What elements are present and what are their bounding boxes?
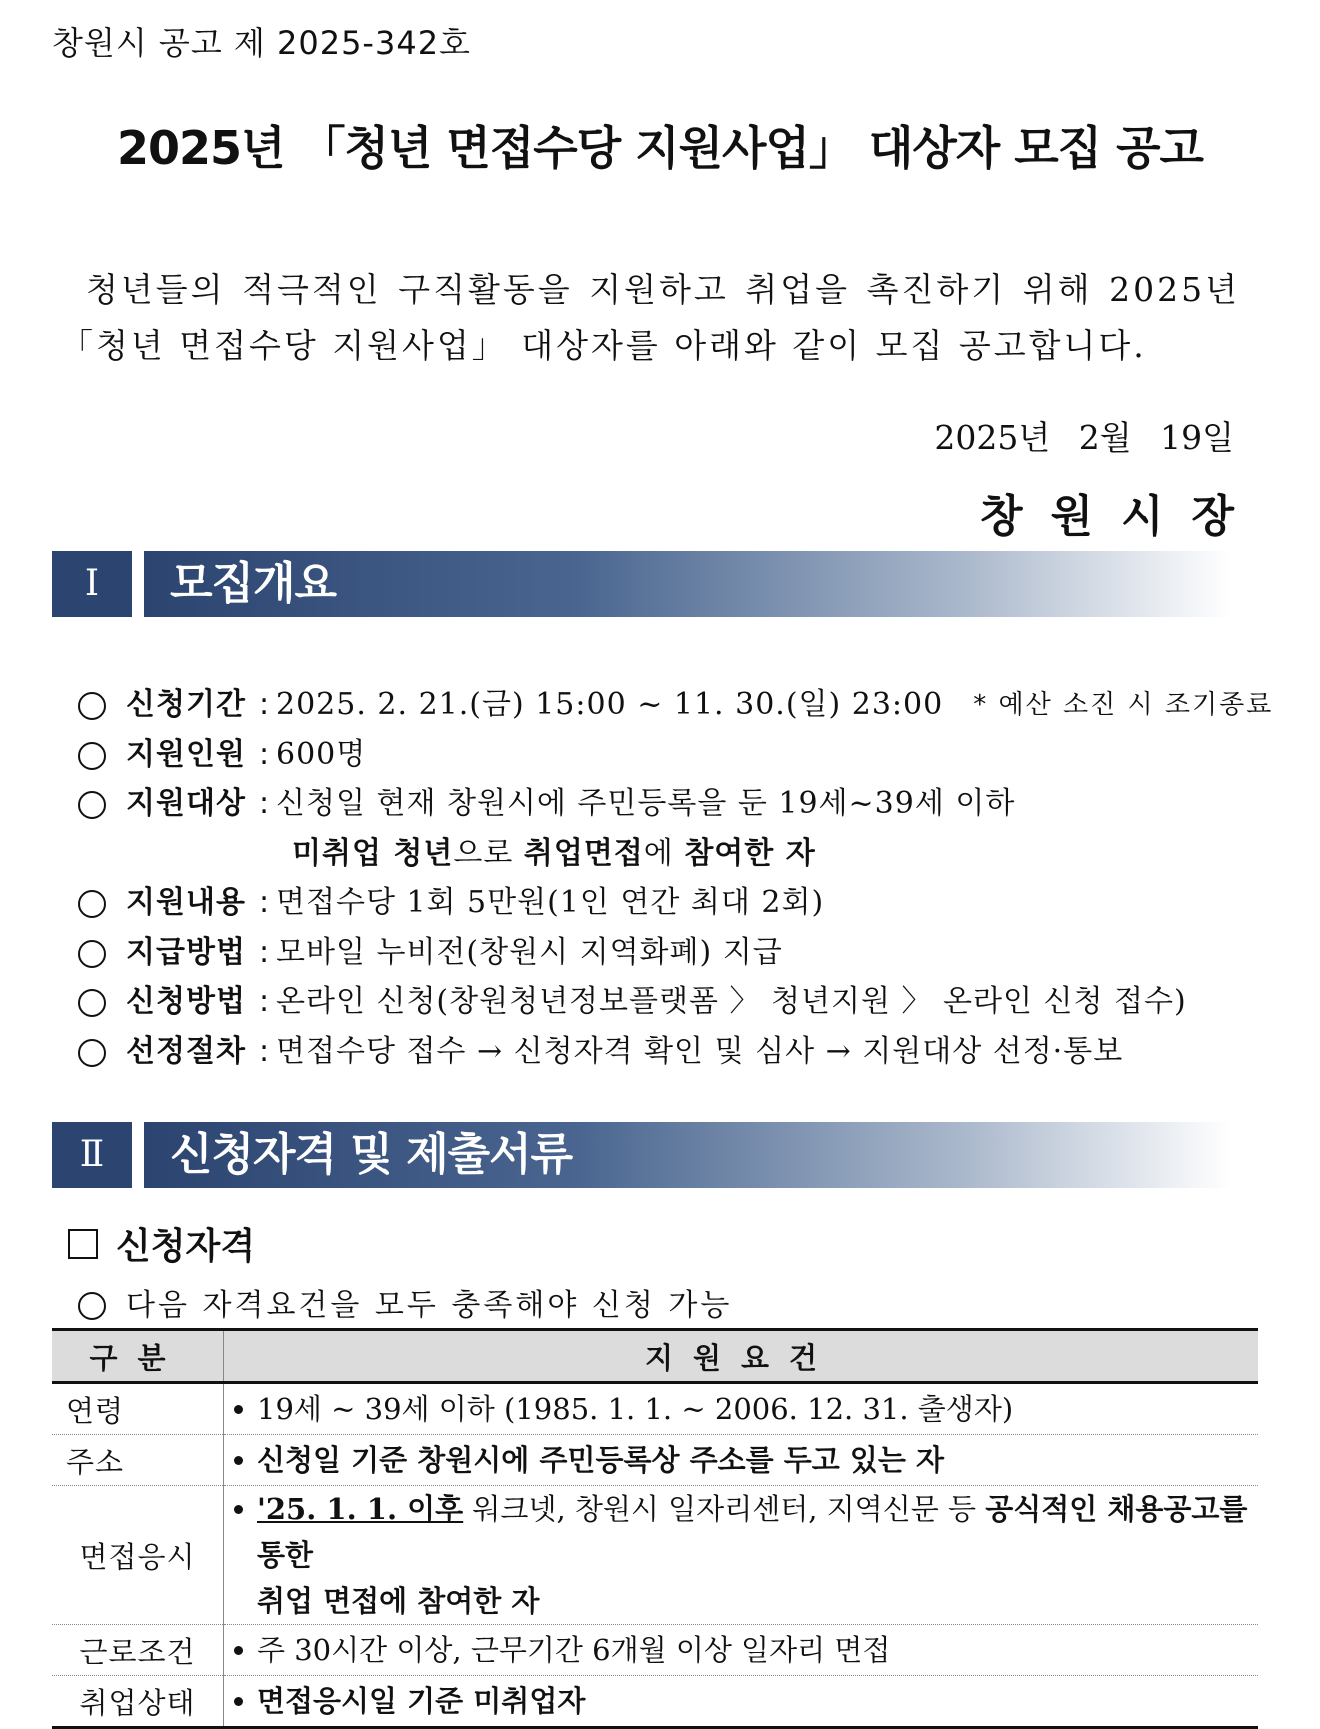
- overview-value: 신청일 현재 창원시에 주민등록을 둔 19세~39세 이하: [276, 786, 1016, 821]
- table-header-row: [52, 1330, 1258, 1383]
- intro-line-1: 청년들의 적극적인 구직활동을 지원하고 취업을 촉진하기 위해 2025년: [86, 270, 1240, 309]
- table-header-requirement: 지원요건: [224, 1330, 1259, 1383]
- subsection-note: [78, 1280, 732, 1324]
- section-2-number: Ⅱ: [52, 1122, 132, 1188]
- table-cell-category: 주소: [52, 1435, 224, 1486]
- overview-label: 지원내용: [126, 885, 246, 920]
- requirement-text: 면접응시일 기준 미취업자: [257, 1684, 586, 1718]
- overview-label: 지급방법: [126, 934, 246, 970]
- intro-paragraph: [60, 262, 1240, 374]
- table-header-category: 구분: [52, 1330, 224, 1383]
- table-row: [52, 1676, 1258, 1728]
- overview-label: 선정절차: [126, 1033, 246, 1069]
- colon: :: [258, 786, 270, 821]
- target-bold-3: 참여한 자: [684, 835, 816, 871]
- notice-number: 창원시 공고 제 2025-342호: [52, 24, 471, 62]
- table-cell-requirement: [224, 1676, 1259, 1728]
- circle-bullet-icon: [78, 742, 106, 770]
- table-row: [52, 1435, 1258, 1486]
- circle-bullet-icon: [78, 940, 106, 968]
- section-2-title: 신청자격 및 제출서류: [170, 1129, 573, 1180]
- overview-value: 모바일 누비전(창원시 지역화폐) 지급: [276, 934, 783, 970]
- notice-date: 2025년 2월 19일: [934, 418, 1234, 457]
- overview-value: 온라인 신청(창원청년정보플랫폼 〉 청년지원 〉 온라인 신청 접수): [276, 984, 1187, 1019]
- circle-bullet-icon: [78, 890, 106, 918]
- overview-item-period: [78, 685, 1273, 735]
- bullet-dot-icon: [234, 1505, 243, 1514]
- colon: :: [258, 984, 270, 1019]
- overview-item-count: [78, 735, 1273, 785]
- issuer: 창원시장: [979, 491, 1262, 542]
- overview-item-payment: [78, 933, 1273, 983]
- table-row: [52, 1486, 1258, 1625]
- section-2-header: [52, 1122, 1232, 1188]
- requirement-bold: 공식적인 채용공고를 통한: [257, 1492, 1248, 1572]
- overview-note: * 예산 소진 시 조기종료: [973, 690, 1274, 720]
- subsection-note-text: 다음 자격요건을 모두 충족해야 신청 가능: [126, 1288, 733, 1323]
- circle-bullet-icon: [78, 989, 106, 1017]
- requirement-text: 19세 ~ 39세 이하 (1985. 1. 1. ~ 2006. 12. 31. 출생자): [257, 1392, 1014, 1426]
- overview-item-method: [78, 982, 1273, 1032]
- table-cell-category: 연령: [52, 1383, 224, 1435]
- colon: :: [258, 885, 270, 920]
- overview-item-procedure: [78, 1032, 1273, 1082]
- table-cell-category: 근로조건: [52, 1625, 224, 1676]
- subsection-title-text: 신청자격: [116, 1226, 256, 1267]
- overview-value: 2025. 2. 21.(금) 15:00 ~ 11. 30.(일) 23:00: [276, 687, 944, 722]
- requirement-text: 신청일 기준 창원시에 주민등록상 주소를 두고 있는 자: [257, 1443, 944, 1477]
- bullet-dot-icon: [234, 1456, 243, 1465]
- overview-label: 신청방법: [126, 984, 246, 1019]
- overview-label: 지원대상: [126, 786, 246, 821]
- square-bullet-icon: [68, 1229, 98, 1259]
- table-cell-category: 취업상태: [52, 1676, 224, 1728]
- bullet-dot-icon: [234, 1646, 243, 1655]
- circle-bullet-icon: [78, 791, 106, 819]
- overview-list: [78, 685, 1273, 1081]
- circle-bullet-icon: [78, 1292, 106, 1320]
- requirement-text: 주 30시간 이상, 근무기간 6개월 이상 일자리 면접: [257, 1633, 891, 1667]
- requirement-underlined: '25. 1. 1. 이후: [257, 1492, 464, 1526]
- overview-label: 신청기간: [126, 687, 246, 722]
- section-1-bar: [144, 551, 1232, 617]
- overview-value: 600명: [276, 736, 367, 772]
- target-bold-1: 미취업 청년: [292, 835, 454, 871]
- colon: :: [258, 736, 270, 772]
- overview-item-target-continued: [78, 834, 1273, 884]
- overview-item-content: [78, 883, 1273, 933]
- table-cell-category: 면접응시: [52, 1486, 224, 1625]
- intro-line-2: 「청년 면접수당 지원사업」 대상자를 아래와 같이 모집 공고합니다.: [60, 326, 1147, 365]
- circle-bullet-icon: [78, 1039, 106, 1067]
- target-text-1: 으로: [453, 835, 524, 871]
- target-bold-2: 취업면접: [523, 835, 644, 871]
- section-1-number: Ⅰ: [52, 551, 132, 617]
- table-cell-requirement: [224, 1383, 1259, 1435]
- requirement-bold-line2: 취업 면접에 참여한 자: [257, 1584, 540, 1618]
- section-2-bar: [144, 1122, 1232, 1188]
- table-row: [52, 1625, 1258, 1676]
- section-1-header: [52, 551, 1232, 617]
- subsection-title: [68, 1218, 255, 1269]
- requirement-text: 워크넷, 창원시 일자리센터, 지역신문 등: [463, 1492, 986, 1526]
- section-1-title: 모집개요: [170, 558, 337, 609]
- bullet-dot-icon: [234, 1697, 243, 1706]
- table-cell-requirement: [224, 1625, 1259, 1676]
- overview-value: 면접수당 1회 5만원(1인 연간 최대 2회): [276, 885, 825, 920]
- overview-label: 지원인원: [126, 736, 246, 772]
- colon: :: [258, 687, 270, 722]
- target-text-2: 에: [643, 835, 685, 871]
- table-cell-requirement: [224, 1486, 1259, 1625]
- page-title: 2025년 「청년 면접수당 지원사업」 대상자 모집 공고: [117, 121, 1203, 175]
- colon: :: [258, 934, 270, 970]
- table-cell-requirement: [224, 1435, 1259, 1486]
- bullet-dot-icon: [234, 1405, 243, 1414]
- table-row: [52, 1383, 1258, 1435]
- colon: :: [258, 1033, 270, 1069]
- circle-bullet-icon: [78, 692, 106, 720]
- overview-item-target: [78, 784, 1273, 834]
- overview-value: 면접수당 접수 → 신청자격 확인 및 심사 → 지원대상 선정·통보: [276, 1033, 1124, 1069]
- eligibility-table: [52, 1328, 1258, 1729]
